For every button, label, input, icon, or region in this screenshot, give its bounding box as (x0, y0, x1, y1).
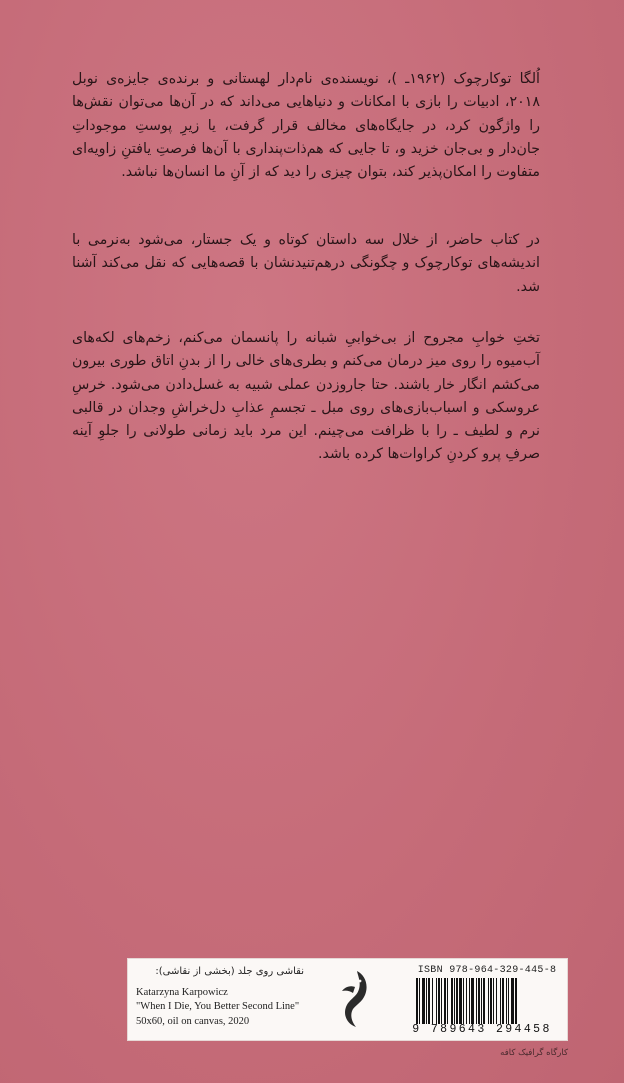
synopsis-paragraph-author: اُلگا توکارچوک (۱۹۶۲ـ )، نویسنده‌ی نام‌دار لهستانی و برنده‌ی جایزه‌ی نوبل ۲۰۱۸، ادبیات را بازی با امکانات و دنیاهایی می‌داند که در آن‌ها می‌توان نقش‌ها را واژگون کرد، در جایگاه‌های مخالف قرار گرفت، یا زیرِ پوستِ موجوداتِ جان‌دار و بی‌جان خزید و، تا جایی که هم‌ذات‌پنداری با آن‌ها فرصتِ یافتنِ زاویه‌ای متفاوت را امکان‌پذیر کند، بتوان چیزی را دید که از آنِ ما انسان‌ها نباشد. (72, 71, 540, 181)
isbn-label: ISBN 978-964-329-445-8 (417, 965, 557, 976)
cover-painting-title: "When I Die, You Better Second Line" (136, 1001, 300, 1012)
designer-credit: کارگاه گرافیک کافه (500, 1048, 568, 1058)
isbn-barcode (414, 978, 562, 1024)
excerpt-paragraph: تختِ خوابِ مجروح از بی‌خوابیِ شبانه را پانسمان می‌کنم، زخم‌های لکه‌های آب‌میوه را روی میز درمان می‌کنم و بطری‌های خالی را از بدنِ اتاق طوری بیرون می‌کشم انگار خار باشند. حتا جاروزدن عملی شبیه به غسل‌دادن می‌شود. خرسِ عروسکی و اسباب‌بازی‌های روی مبل ـ تجسمِ عذابِ دل‌خراشِ وجدان در قالبی نرم و لطیف ـ را با ظرافت می‌چینم. این مرد باید زمانی طولانی را جلوِ آینه صرفِ پرو کردنِ کراوات‌ها کرده باشد. (72, 330, 540, 463)
cover-artist-name: Katarzyna Karpowicz (136, 986, 228, 998)
cover-art-credit (136, 965, 306, 1029)
cover-painting-details: 50x60, oil on canvas, 2020 (136, 1015, 250, 1027)
publisher-bird-logo-icon (335, 969, 375, 1031)
synopsis-paragraph-book: در کتاب حاضر، از خلال سه داستان کوتاه و یک جستار، می‌شود به‌نرمی با اندیشه‌های توکارچوک و چگونگی درهم‌تنیدنشان با قصه‌هایی که نقل می‌کند آشنا شد. (72, 232, 540, 295)
isbn-digits: 9 789643 294458 (412, 1023, 552, 1036)
cover-credit-label: نقاشی روی جلد (بخشی از نقاشی): (155, 966, 304, 977)
cover-info-box (127, 958, 568, 1041)
